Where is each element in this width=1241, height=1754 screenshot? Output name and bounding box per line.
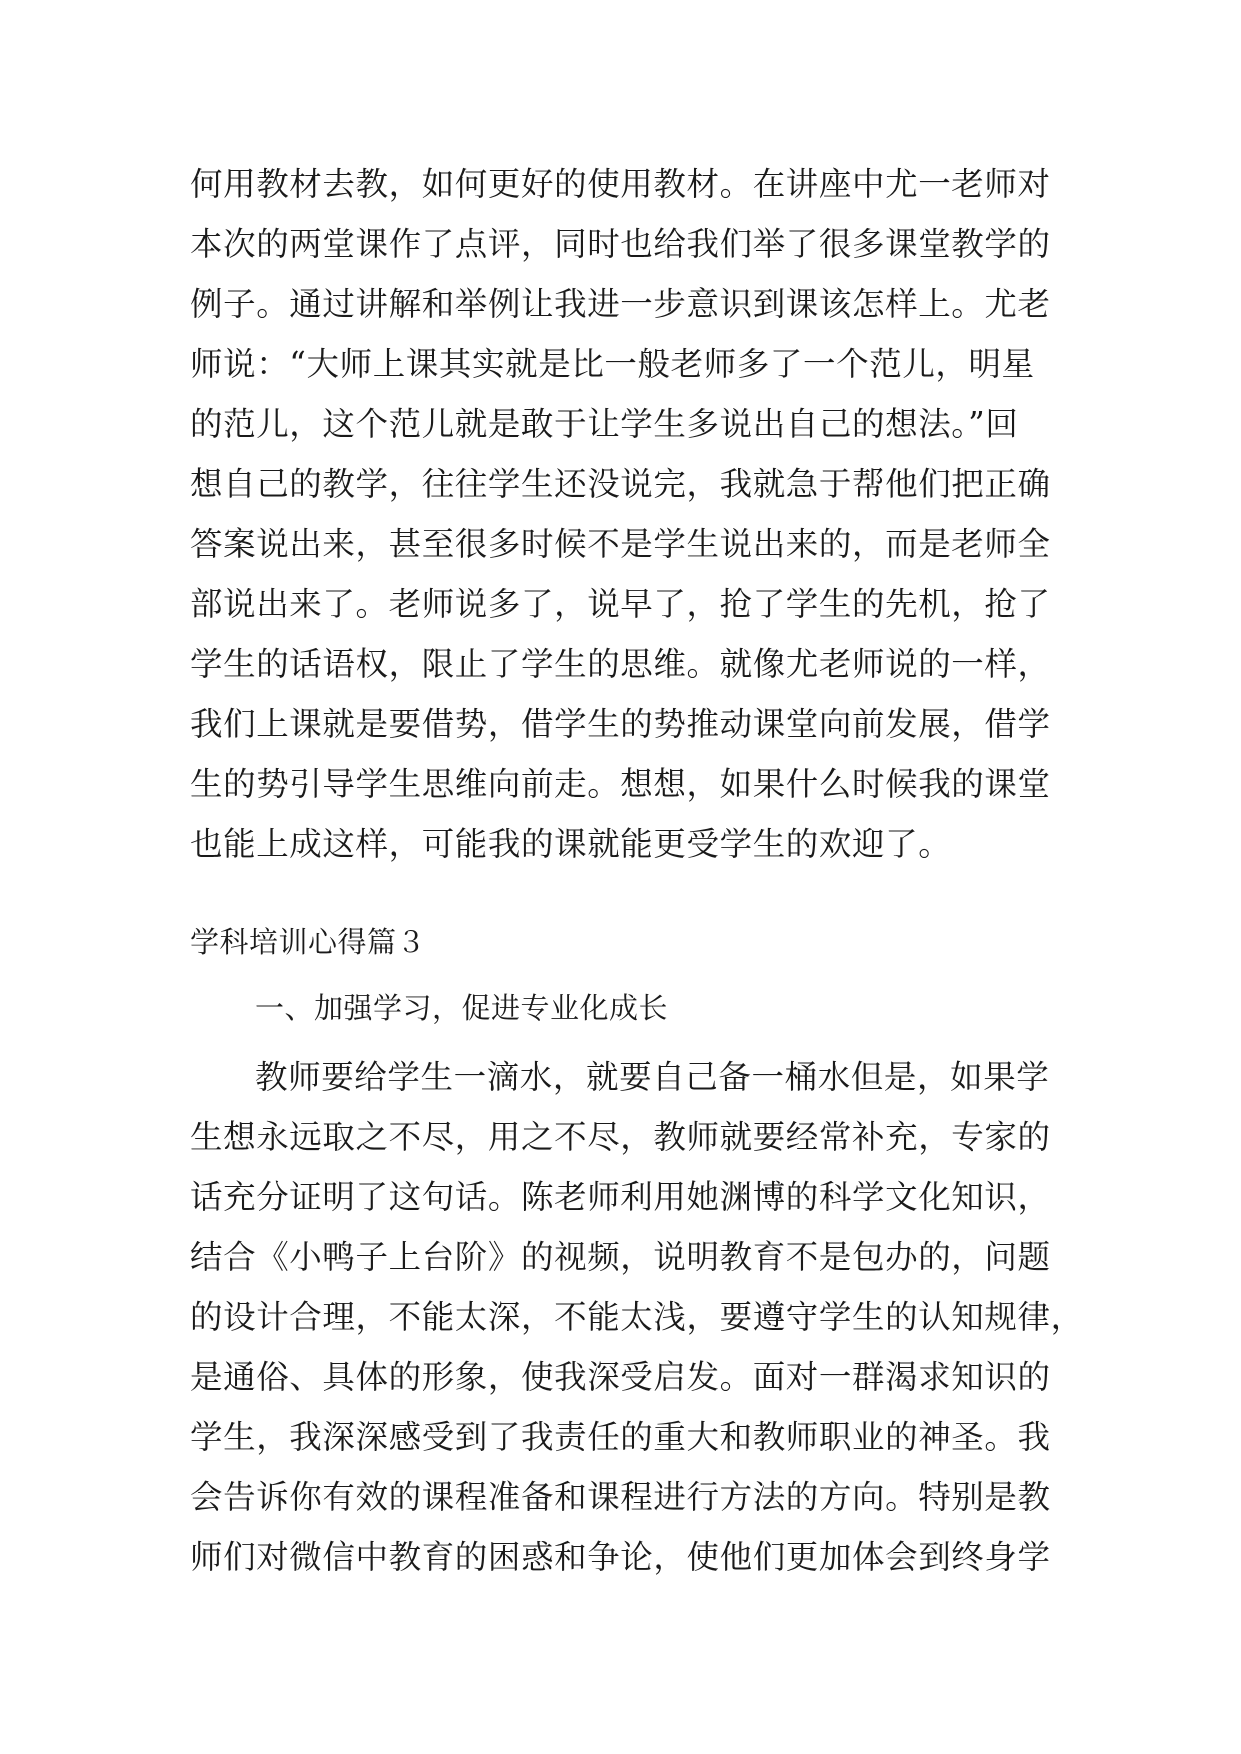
paragraph-line: 部说出来了。老师说多了，说早了，抢了学生的先机，抢了 (190, 585, 1051, 623)
paragraph-line: 学生的话语权，限止了学生的思维。就像尤老师说的一样， (190, 645, 1051, 683)
paragraph-line: 本次的两堂课作了点评，同时也给我们举了很多课堂教学的 (190, 225, 1051, 263)
paragraph-line: 会告诉你有效的课程准备和课程进行方法的方向。特别是教 (190, 1478, 1051, 1516)
section-subheading: 一、加强学习，促进专业化成长 (255, 991, 669, 1025)
paragraph-line: 例子。通过讲解和举例让我进一步意识到课该怎样上。尤老 (190, 285, 1051, 323)
paragraph-line: 生的势引导学生思维向前走。想想，如果什么时候我的课堂 (190, 765, 1051, 803)
paragraph-line: 的范儿，这个范儿就是敢于让学生多说出自己的想法。”回 (190, 405, 1019, 443)
paragraph-line: 师们对微信中教育的困惑和争论，使他们更加体会到终身学 (190, 1538, 1051, 1576)
paragraph-professional-growth (190, 1047, 1084, 1587)
paragraph-line: 生想永远取之不尽，用之不尽，教师就要经常补充，专家的 (190, 1118, 1051, 1156)
paragraph-line: 学生，我深深感受到了我责任的重大和教师职业的神圣。我 (190, 1418, 1051, 1456)
paragraph-line: 结合《小鸭子上台阶》的视频，说明教育不是包办的，问题 (190, 1238, 1051, 1276)
paragraph-line: 教师要给学生一滴水，就要自己备一桶水但是，如果学 (255, 1058, 1050, 1096)
section-heading: 学科培训心得篇３ (190, 925, 427, 959)
paragraph-line: 的设计合理，不能太深，不能太浅，要遵守学生的认知规律， (190, 1298, 1084, 1336)
paragraph-line: 师说：“大师上课其实就是比一般老师多了一个范儿，明星 (190, 345, 1035, 383)
paragraph-line: 何用教材去教，如何更好的使用教材。在讲座中尤一老师对 (190, 165, 1051, 203)
paragraph-line: 我们上课就是要借势，借学生的势推动课堂向前发展，借学 (190, 705, 1051, 743)
paragraph-line: 想自己的教学，往往学生还没说完，我就急于帮他们把正确 (190, 465, 1051, 503)
paragraph-line: 话充分证明了这句话。陈老师利用她渊博的科学文化知识， (190, 1178, 1051, 1216)
paragraph-line: 也能上成这样，可能我的课就能更受学生的欢迎了。 (190, 825, 952, 863)
paragraph-teaching-reflection (190, 154, 1050, 874)
paragraph-line: 答案说出来，甚至很多时候不是学生说出来的，而是老师全 (190, 525, 1051, 563)
paragraph-line: 是通俗、具体的形象，使我深受启发。面对一群渴求知识的 (190, 1358, 1051, 1396)
